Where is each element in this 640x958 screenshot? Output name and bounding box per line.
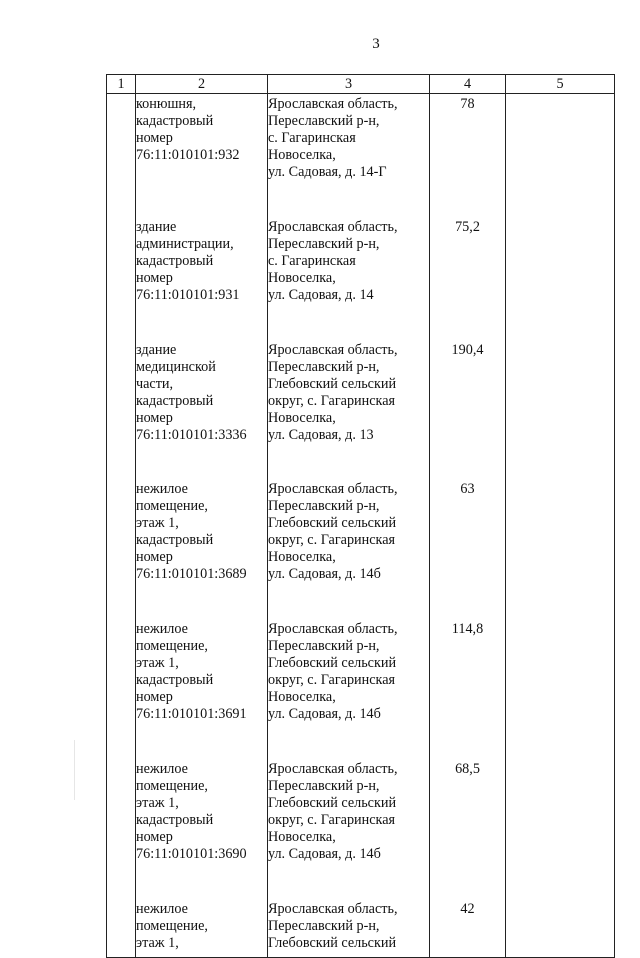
address-line: Глебовский сельский — [268, 376, 397, 392]
address-line: Переславский р-н, — [268, 778, 380, 794]
address-line: Глебовский сельский — [268, 795, 397, 811]
address-line: Ярославская область, — [268, 342, 398, 358]
area-cell — [430, 94, 506, 188]
header-row — [107, 75, 615, 94]
address-line: ул. Садовая, д. 14б — [268, 706, 381, 722]
object-name-line: здание — [136, 219, 177, 235]
object-name-line: номер — [136, 130, 173, 146]
address-line: округ, с. Гагаринская — [268, 672, 396, 688]
address-cell — [268, 450, 430, 589]
object-name-line: нежилое — [136, 901, 188, 917]
address-line: Ярославская область, — [268, 481, 398, 497]
table-row — [107, 450, 615, 589]
property-table — [106, 74, 615, 958]
row-index-cell — [107, 589, 136, 729]
row-index-cell — [107, 869, 136, 958]
address-line: ул. Садовая, д. 14 — [268, 287, 374, 303]
area-value: 42 — [460, 901, 475, 917]
address-line: Ярославская область, — [268, 901, 398, 917]
object-name-line: 76:11:010101:3689 — [136, 566, 247, 582]
object-name-line: кадастровый — [136, 812, 214, 828]
object-name-line: 76:11:010101:931 — [136, 287, 240, 303]
object-name-line: помещение, — [136, 638, 208, 654]
object-name-line: нежилое — [136, 621, 188, 637]
area-value: 114,8 — [451, 621, 484, 637]
object-name-line: номер — [136, 689, 173, 705]
object-name-line: кадастровый — [136, 113, 214, 129]
object-name-line: этаж 1, — [136, 935, 179, 951]
address-line: ул. Садовая, д. 14б — [268, 846, 381, 862]
address-line: Глебовский сельский — [268, 935, 397, 951]
note-cell — [506, 869, 615, 958]
header-col-4: 4 — [430, 75, 506, 94]
address-line: с. Гагаринская — [268, 130, 356, 146]
header-col-1: 1 — [107, 75, 136, 94]
area-value: 68,5 — [455, 761, 480, 777]
object-name-cell — [136, 729, 268, 869]
table-row — [107, 729, 615, 869]
address-line: Переславский р-н, — [268, 113, 380, 129]
address-line: Переславский р-н, — [268, 638, 380, 654]
object-name-line: номер — [136, 549, 173, 565]
object-name-line: помещение, — [136, 778, 208, 794]
address-line: Новоселка, — [268, 410, 336, 426]
area-cell — [430, 187, 506, 310]
table-row — [107, 94, 615, 188]
address-line: округ, с. Гагаринская — [268, 532, 396, 548]
row-index-cell — [107, 94, 136, 188]
object-name-line: этаж 1, — [136, 655, 179, 671]
note-cell — [506, 729, 615, 869]
row-index-cell — [107, 729, 136, 869]
object-name-line: 76:11:010101:3691 — [136, 706, 247, 722]
address-line: округ, с. Гагаринская — [268, 393, 396, 409]
object-name-line: нежилое — [136, 761, 188, 777]
object-name-line: администрации, — [136, 236, 234, 252]
object-name-line: кадастровый — [136, 532, 214, 548]
address-line: Новоселка, — [268, 689, 336, 705]
object-name-line: номер — [136, 829, 173, 845]
object-name-cell — [136, 187, 268, 310]
address-line: Ярославская область, — [268, 761, 398, 777]
object-name-line: 76:11:010101:3690 — [136, 846, 247, 862]
area-value: 190,4 — [451, 342, 484, 358]
object-name-line: кадастровый — [136, 253, 214, 269]
area-cell — [430, 729, 506, 869]
object-name-line: помещение, — [136, 498, 208, 514]
row-index-cell — [107, 187, 136, 310]
object-name-line: 76:11:010101:932 — [136, 147, 240, 163]
address-line: Новоселка, — [268, 549, 336, 565]
object-name-line: нежилое — [136, 481, 188, 497]
object-name-cell — [136, 450, 268, 589]
header-col-3: 3 — [268, 75, 430, 94]
address-line: ул. Садовая, д. 13 — [268, 427, 374, 443]
address-line: Переславский р-н, — [268, 498, 380, 514]
note-cell — [506, 450, 615, 589]
object-name-line: номер — [136, 410, 173, 426]
area-value: 78 — [460, 96, 475, 112]
object-name-line: конюшня, — [136, 96, 197, 112]
object-name-line: этаж 1, — [136, 795, 179, 811]
object-name-cell — [136, 310, 268, 450]
scan-margin-mark — [74, 740, 75, 800]
address-line: Ярославская область, — [268, 219, 398, 235]
object-name-line: кадастровый — [136, 672, 214, 688]
address-line: Переславский р-н, — [268, 236, 380, 252]
table-row — [107, 187, 615, 310]
area-cell — [430, 310, 506, 450]
object-name-line: медицинской — [136, 359, 216, 375]
address-cell — [268, 729, 430, 869]
object-name-line: кадастровый — [136, 393, 214, 409]
object-name-line: помещение, — [136, 918, 208, 934]
address-line: ул. Садовая, д. 14б — [268, 566, 381, 582]
table-row — [107, 310, 615, 450]
address-line: Новоселка, — [268, 147, 336, 163]
row-index-cell — [107, 310, 136, 450]
address-line: Глебовский сельский — [268, 515, 397, 531]
address-cell — [268, 589, 430, 729]
address-cell — [268, 869, 430, 958]
object-name-cell — [136, 869, 268, 958]
page-number: 3 — [372, 36, 380, 52]
address-line: Ярославская область, — [268, 621, 398, 637]
note-cell — [506, 310, 615, 450]
table-body — [107, 94, 615, 958]
address-cell — [268, 187, 430, 310]
area-cell — [430, 589, 506, 729]
table-row — [107, 589, 615, 729]
row-index-cell — [107, 450, 136, 589]
object-name-line: здание — [136, 342, 177, 358]
address-line: Новоселка, — [268, 270, 336, 286]
address-cell — [268, 94, 430, 188]
address-line: округ, с. Гагаринская — [268, 812, 396, 828]
object-name-line: этаж 1, — [136, 515, 179, 531]
area-value: 75,2 — [455, 219, 480, 235]
object-name-cell — [136, 94, 268, 188]
address-line: Новоселка, — [268, 829, 336, 845]
note-cell — [506, 187, 615, 310]
object-name-cell — [136, 589, 268, 729]
object-name-line: части, — [136, 376, 174, 392]
address-line: ул. Садовая, д. 14-Г — [268, 164, 387, 180]
header-col-2: 2 — [136, 75, 268, 94]
address-line: Ярославская область, — [268, 96, 398, 112]
address-cell — [268, 310, 430, 450]
area-cell — [430, 450, 506, 589]
address-line: Глебовский сельский — [268, 655, 397, 671]
object-name-line: 76:11:010101:3336 — [136, 427, 247, 443]
address-line: Переславский р-н, — [268, 918, 380, 934]
object-name-line: номер — [136, 270, 173, 286]
address-line: Переславский р-н, — [268, 359, 380, 375]
note-cell — [506, 589, 615, 729]
table-row — [107, 869, 615, 958]
header-col-5: 5 — [506, 75, 615, 94]
area-cell — [430, 869, 506, 958]
address-line: с. Гагаринская — [268, 253, 356, 269]
area-value: 63 — [460, 481, 475, 497]
note-cell — [506, 94, 615, 188]
